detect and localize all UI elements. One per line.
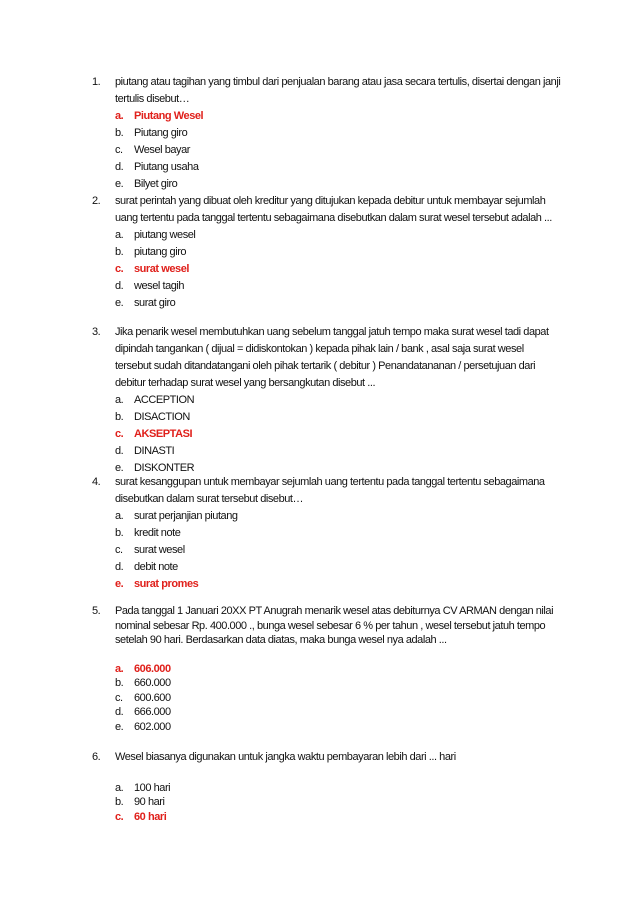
option-text: AKSEPTASI — [134, 428, 193, 440]
option-list — [92, 781, 562, 825]
question-5 — [92, 604, 562, 734]
option-b — [115, 676, 562, 691]
question-number: 3. — [92, 326, 101, 338]
question-4 — [92, 474, 562, 593]
option-text: surat promes — [134, 578, 199, 590]
option-b — [115, 525, 562, 542]
option-list — [92, 508, 562, 593]
option-text: 666.000 — [134, 706, 171, 718]
option-d — [115, 705, 562, 720]
option-letter: e. — [115, 578, 124, 590]
option-a — [115, 662, 562, 677]
question-number: 5. — [92, 605, 101, 617]
option-text: piutang wesel — [134, 229, 196, 241]
option-letter: a. — [115, 781, 124, 794]
option-b — [115, 125, 562, 142]
option-text: Piutang Wesel — [134, 110, 204, 122]
option-d — [115, 159, 562, 176]
option-letter: d. — [115, 445, 124, 457]
option-letter: d. — [115, 706, 124, 718]
question-6 — [92, 750, 562, 824]
option-letter: c. — [115, 810, 124, 823]
option-letter: b. — [115, 796, 124, 808]
option-text: ACCEPTION — [134, 394, 195, 406]
option-letter: c. — [115, 428, 124, 440]
question-1 — [92, 74, 562, 193]
option-letter: b. — [115, 411, 124, 423]
option-letter: c. — [115, 144, 123, 156]
option-a — [115, 781, 562, 796]
option-d — [115, 559, 562, 576]
option-a — [115, 227, 562, 244]
option-letter: e. — [115, 720, 124, 733]
question-number: 1. — [92, 76, 101, 88]
option-text: Bilyet giro — [134, 178, 178, 190]
option-text: 602.000 — [134, 720, 171, 733]
option-text: piutang giro — [134, 246, 187, 258]
option-text: 660.000 — [134, 677, 171, 689]
question-text: Wesel biasanya digunakan untuk jangka waktu pembayaran lebih dari ... hari — [115, 751, 456, 763]
option-c — [115, 261, 562, 278]
option-list — [92, 662, 562, 735]
option-b — [115, 795, 562, 810]
option-c — [115, 542, 562, 559]
option-text: DISKONTER — [134, 462, 195, 474]
option-text: 600.600 — [134, 691, 171, 704]
question-3 — [92, 324, 562, 477]
option-list — [92, 392, 562, 477]
question-2 — [92, 193, 562, 312]
option-b — [115, 409, 562, 426]
option-e — [115, 176, 562, 193]
option-letter: e. — [115, 178, 124, 190]
option-text: DISACTION — [134, 411, 190, 423]
question-number: 2. — [92, 195, 101, 207]
option-letter: a. — [115, 229, 124, 241]
option-text: 100 hari — [134, 781, 171, 794]
option-text: 606.000 — [134, 662, 171, 675]
question-number: 6. — [92, 751, 101, 763]
option-text: debit note — [134, 561, 178, 573]
option-letter: d. — [115, 161, 124, 173]
question-text: Jika penarik wesel membutuhkan uang sebelum tanggal jatuh tempo maka surat wesel tadi dapat dipindah tangankan ( dijual = didiskontokan ) kepada pihak lain / bank , asal saja surat wesel tersebut sudah ditandatangani oleh pihak tertarik ( debitur ) Penandatananan / persetujuan dari debitur terhadap surat wesel yang bersangkutan disebut ... — [115, 326, 549, 389]
option-text: 90 hari — [134, 796, 165, 808]
option-letter: b. — [115, 527, 124, 539]
option-text: Piutang usaha — [134, 161, 199, 173]
option-letter: c. — [115, 691, 123, 704]
option-d — [115, 443, 562, 460]
option-letter: c. — [115, 263, 124, 275]
option-text: surat giro — [134, 297, 176, 309]
option-text: surat wesel — [134, 544, 185, 556]
question-text: surat perintah yang dibuat oleh kreditur yang ditujukan kepada debitur untuk membayar sejumlah uang tertentu pada tanggal tertentu sebagaimana disebutkan dalam surat wesel tersebut adalah ... — [115, 195, 552, 224]
option-text: kredit note — [134, 527, 181, 539]
option-e — [115, 295, 562, 312]
option-a — [115, 392, 562, 409]
option-letter: d. — [115, 561, 124, 573]
question-number: 4. — [92, 476, 101, 488]
option-a — [115, 508, 562, 525]
option-c — [115, 691, 562, 706]
option-c — [115, 142, 562, 159]
question-text: piutang atau tagihan yang timbul dari penjualan barang atau jasa secara tertulis, disertai dengan janji tertulis disebut… — [115, 76, 561, 105]
option-letter: e. — [115, 462, 124, 474]
option-text: DINASTI — [134, 445, 175, 457]
option-c — [115, 810, 562, 825]
option-d — [115, 278, 562, 295]
option-text: Piutang giro — [134, 127, 188, 139]
option-list — [92, 227, 562, 312]
option-letter: b. — [115, 127, 124, 139]
option-letter: a. — [115, 510, 124, 522]
option-letter: b. — [115, 246, 124, 258]
option-letter: a. — [115, 110, 124, 122]
option-text: surat wesel — [134, 263, 189, 275]
option-text: Wesel bayar — [134, 144, 190, 156]
question-text: Pada tanggal 1 Januari 20XX PT Anugrah menarik wesel atas debiturnya CV ARMAN dengan nilai nominal sebesar Rp. 400.000 ., bunga wesel sebesar 6 % per tahun , wesel tersebut jatuh tempo setelah 90 hari. Berdasarkan data diatas, maka bunga wesel nya adalah ... — [115, 605, 554, 646]
option-c — [115, 426, 562, 443]
option-letter: a. — [115, 662, 124, 675]
option-a — [115, 108, 562, 125]
option-text: wesel tagih — [134, 280, 185, 292]
option-e — [115, 720, 562, 735]
option-letter: b. — [115, 677, 124, 689]
option-letter: a. — [115, 394, 124, 406]
option-letter: d. — [115, 280, 124, 292]
option-text: surat perjanjian piutang — [134, 510, 238, 522]
option-list — [92, 108, 562, 193]
question-text: surat kesanggupan untuk membayar sejumlah uang tertentu pada tanggal tertentu sebagaimana disebutkan dalam surat tersebut disebut… — [115, 476, 545, 505]
option-e — [115, 576, 562, 593]
option-letter: e. — [115, 297, 124, 309]
option-letter: c. — [115, 544, 123, 556]
option-b — [115, 244, 562, 261]
option-text: 60 hari — [134, 810, 167, 823]
